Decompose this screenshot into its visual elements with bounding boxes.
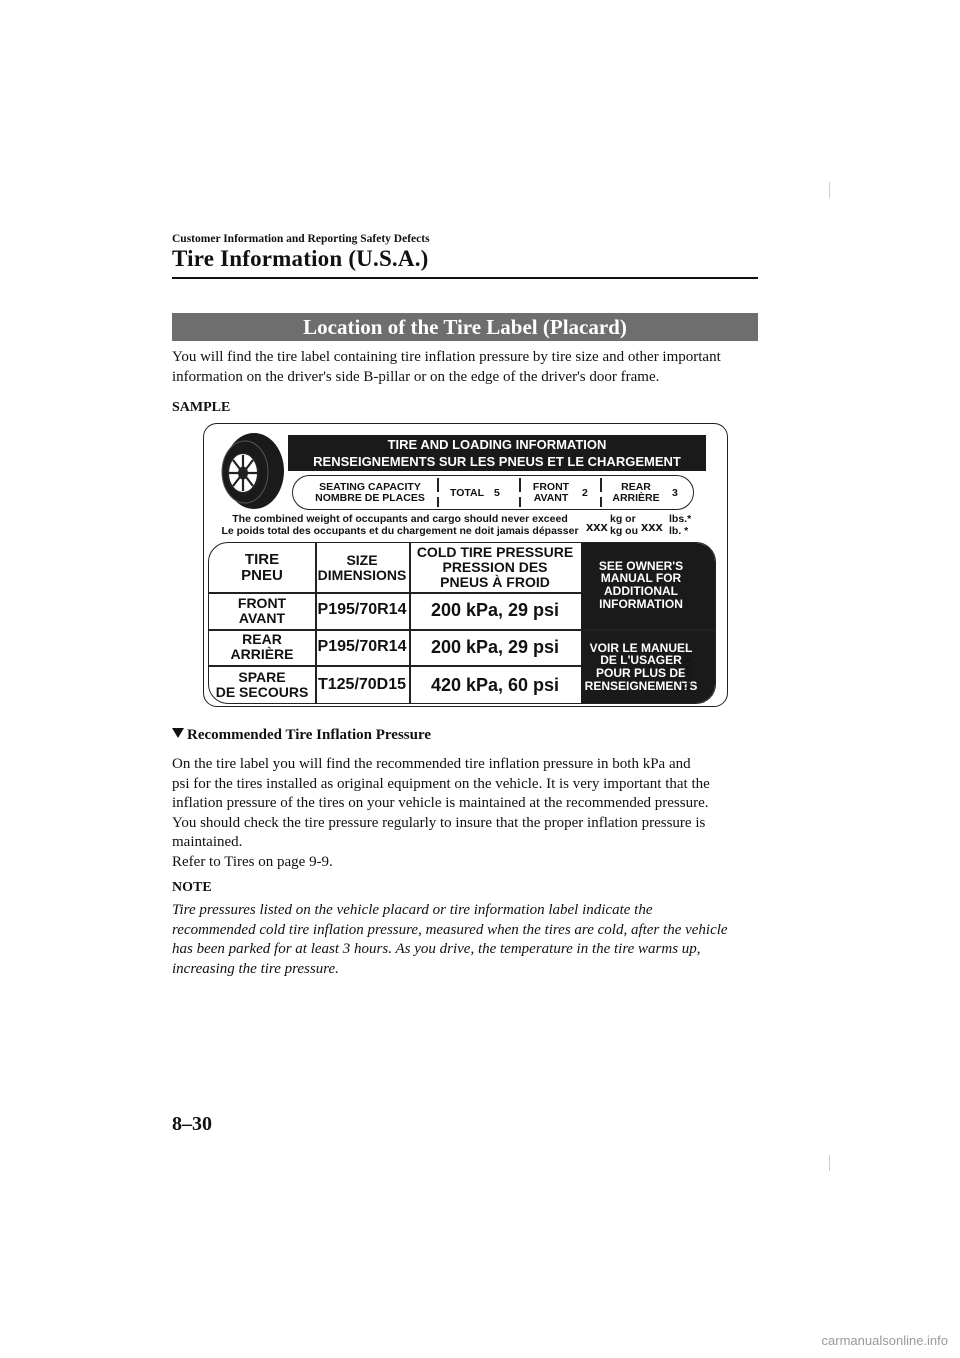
intro-line: You will find the tire label containing tire inflation pressure by tire size and other important (172, 349, 721, 365)
pill-divider (600, 478, 602, 492)
placard-header-fr: RENSEIGNEMENTS SUR LES PNEUS ET LE CHARGEMENT (313, 454, 681, 469)
placard-header-en: TIRE AND LOADING INFORMATION (387, 437, 607, 452)
lbs-unit (669, 513, 691, 537)
voir-manual-line: RENSEIGNEMENTS (584, 678, 698, 693)
lbs-unit-fr: lb. * (669, 525, 689, 537)
row-spare-label (209, 665, 315, 704)
combined-weight-en: The combined weight of occupants and cargo should never exceed (232, 513, 568, 525)
section-name: Customer Information and Reporting Safety Defects (172, 233, 430, 245)
row-front-size: P195/70R14 (317, 601, 407, 619)
rear-value: 3 (672, 487, 678, 499)
see-manual-line: SEE OWNER'S (598, 558, 684, 573)
front-label (524, 482, 578, 504)
body-line: psi for the tires installed as original equipment on the vehicle. It is very important that the (172, 775, 710, 792)
col-header-pressure (409, 543, 581, 592)
note-text (172, 901, 764, 979)
kg-unit-fr: kg ou (610, 525, 638, 537)
intro-paragraph (172, 348, 762, 387)
triangle-bullet-icon (172, 728, 184, 738)
row-spare-pressure: 420 kPa, 60 psi (430, 674, 560, 695)
voir-manual-line: DE L'USAGER (600, 653, 682, 668)
weight-kg-value: xxx (586, 519, 608, 534)
pill-divider (600, 497, 602, 507)
row-spare-size: T125/70D15 (317, 675, 407, 693)
col-header-tire-fr: PNEU (241, 566, 283, 584)
total-label: TOTAL (450, 487, 485, 499)
col-header-size-en: SIZE (346, 551, 378, 568)
rear-label (608, 482, 664, 504)
pill-divider (437, 497, 439, 507)
row-label-fr: DE SECOURS (215, 684, 309, 700)
note-line: recommended cold tire inflation pressure, measured when the tires are cold, after the vehicle (172, 921, 728, 938)
subheading-text: Recommended Tire Inflation Pressure (187, 727, 432, 743)
note-line: increasing the tire pressure. (172, 960, 339, 977)
body-line: On the tire label you will find the recommended tire inflation pressure in both kPa and (172, 756, 691, 772)
row-label-en: SPARE (238, 669, 286, 686)
title-rule (172, 277, 758, 279)
placard-header (288, 435, 706, 471)
seating-label-en: SEATING CAPACITY (319, 481, 421, 493)
row-label-fr: AVANT (238, 609, 286, 626)
watermark: carmanualsonline.info (821, 1333, 948, 1348)
col-header-tire (209, 543, 315, 592)
row-rear-pressure: 200 kPa, 29 psi (430, 636, 560, 657)
tire-pressure-table (208, 542, 716, 704)
rear-label-fr: ARRIÈRE (612, 492, 660, 505)
crop-mark-bottom (829, 1155, 830, 1171)
front-label-en: FRONT (532, 481, 570, 493)
col-header-tire-en: TIRE (244, 550, 280, 568)
kg-unit (610, 513, 638, 537)
see-manual-line: MANUAL FOR (600, 571, 682, 586)
front-label-fr: AVANT (533, 492, 569, 505)
body-paragraph (172, 755, 762, 872)
kg-unit-en: kg or (610, 513, 636, 525)
col-header-pressure-fr: PNEUS À FROID (440, 573, 550, 590)
front-value: 2 (582, 487, 588, 499)
col-header-size-fr: DIMENSIONS (317, 566, 407, 583)
row-label-fr: ARRIÈRE (230, 646, 294, 662)
seating-label-fr: NOMBRE DE PLACES (315, 492, 425, 505)
col-header-pressure-en: COLD TIRE PRESSURE (416, 544, 574, 561)
intro-line: information on the driver's side B-pillar or on the edge of the driver's door frame. (172, 368, 660, 385)
crop-mark-top (829, 182, 830, 198)
note-line: Tire pressures listed on the vehicle placard or tire information label indicate the (172, 902, 653, 918)
col-header-size (315, 543, 409, 592)
note-line: has been parked for at least 3 hours. As you drive, the temperature in the tire warms up, (172, 941, 701, 957)
weight-lbs-value: xxx (641, 519, 663, 534)
tire-icon (212, 431, 286, 511)
body-line: maintained. (172, 834, 243, 850)
row-front-label (209, 592, 315, 629)
body-line: Refer to Tires on page 9-9. (172, 853, 333, 870)
body-line: You should check the tire pressure regularly to insure that the proper inflation pressure is (172, 814, 706, 831)
pill-divider (437, 478, 439, 492)
section-banner: Location of the Tire Label (Placard) (172, 313, 758, 341)
page-number: 8–30 (172, 1113, 212, 1135)
note-label: NOTE (172, 880, 212, 895)
tire-placard (203, 423, 728, 707)
see-manual-line: ADDITIONAL (604, 584, 678, 598)
subheading (172, 727, 431, 744)
lbs-unit-en: lbs.* (669, 513, 692, 525)
combined-weight-fr: Le poids total des occupants et du chargement ne doit jamais dépasser (221, 525, 579, 537)
page-title: Tire Information (U.S.A.) (172, 246, 429, 271)
pill-divider (519, 497, 521, 507)
row-label-en: REAR (242, 631, 282, 648)
row-label-en: FRONT (237, 594, 287, 611)
row-rear-label (209, 629, 315, 665)
see-owners-manual-text (581, 547, 701, 623)
seating-label (307, 482, 433, 504)
rear-label-en: REAR (621, 481, 651, 493)
voir-manual-line: VOIR LE MANUEL (589, 640, 693, 655)
row-rear-size: P195/70R14 (317, 637, 407, 655)
body-line: inflation pressure of the tires on your vehicle is maintained at the recommended pressure. (172, 795, 709, 811)
row-front-pressure: 200 kPa, 29 psi (430, 600, 560, 621)
voir-manual-line: POUR PLUS DE (595, 666, 686, 680)
placard-code: (XXXX) (681, 652, 693, 690)
pill-divider (519, 478, 521, 492)
combined-weight-text (210, 513, 590, 537)
sample-label: SAMPLE (172, 400, 231, 415)
see-manual-line: INFORMATION (599, 596, 683, 611)
col-header-pressure-fr: PRESSION DES (442, 559, 548, 576)
total-value: 5 (494, 487, 500, 499)
